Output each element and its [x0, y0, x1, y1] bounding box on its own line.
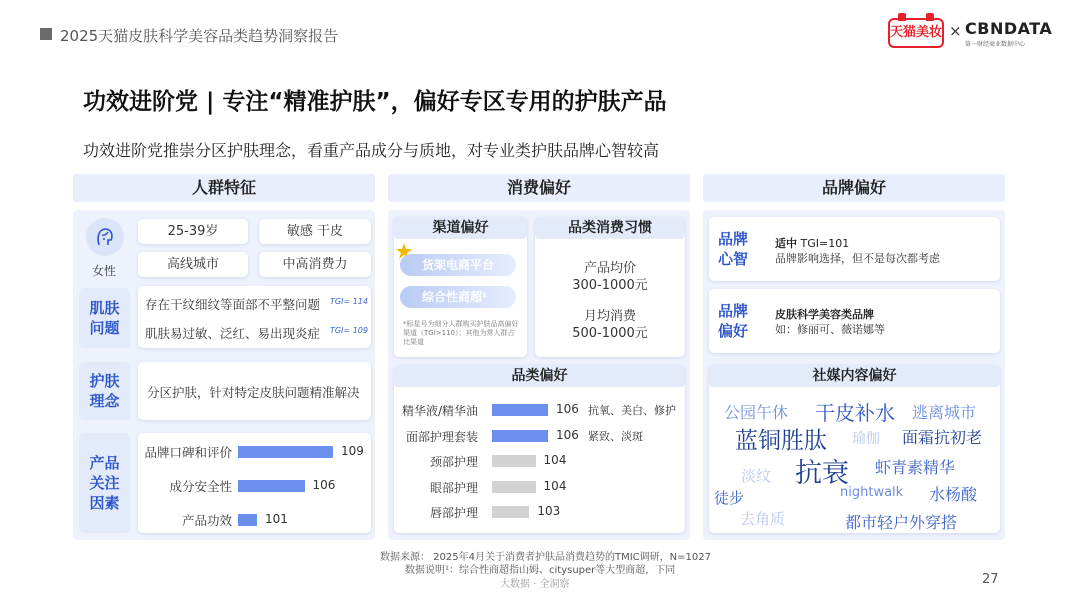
report-title: 2025天猫皮肤科学美容品类趋势洞察报告 [60, 27, 339, 45]
crowd-column-header: 人群特征 [73, 174, 375, 202]
word-cloud-term: 徒步 [714, 489, 745, 507]
channel-pill-1: 货架电商平台 [400, 254, 516, 276]
word-cloud-term: 干皮补水 [815, 401, 895, 425]
cbndata-subtitle: 第一财经商业数据中心 [965, 41, 1026, 48]
female-avatar-icon [86, 218, 124, 256]
brand-mind-label: 品牌 心智 [717, 230, 748, 268]
tag-skin-type: 敏感 干皮 [259, 219, 371, 244]
footer-note: 数据说明¹：综合性商超指山姆、citysuper等大型商超，下同 [405, 565, 676, 576]
header-square-icon [40, 28, 52, 40]
brand-pref-title: 皮肤科学美容类品牌 [775, 308, 874, 321]
factor-label: 产品功效 [181, 513, 232, 528]
word-cloud-term: 虾青素精华 [875, 458, 956, 477]
brand-mind-text: 品牌影响选择，但不是每次都考虑 [775, 252, 940, 265]
times-icon: × [949, 22, 962, 40]
word-cloud-term: 公园午休 [724, 403, 789, 422]
word-cloud-term: 面霜抗初老 [902, 428, 983, 447]
word-cloud-term: 逃离城市 [912, 403, 977, 422]
footer-brand: 大数据 · 全洞察 [500, 579, 570, 590]
word-cloud-term: 都市轻户外穿搭 [845, 513, 958, 532]
factors-label: 产品 关注 因素 [79, 433, 130, 533]
category-label: 颈部护理 [429, 455, 478, 469]
concept-text: 分区护肤，针对特定皮肤问题精准解决 [147, 385, 360, 400]
factor-label: 成分安全性 [169, 479, 232, 494]
brand-pref-label: 品牌 偏好 [717, 302, 748, 340]
brand-mind-tgi: TGI=101 [800, 237, 850, 250]
brand-column-header: 品牌偏好 [703, 174, 1005, 202]
channel-header: 渠道偏好 [394, 217, 527, 239]
skin-issue-2: 肌肤易过敏、泛红、易出现炎症 [145, 326, 321, 341]
category-value: 104 [543, 478, 567, 493]
factor-value: 109 [341, 444, 364, 458]
category-label: 精华液/精华油 [401, 404, 478, 418]
category-label: 面部护理套装 [405, 429, 478, 444]
channel-pill-2: 综合性商超¹ [400, 286, 516, 308]
tmall-beauty-logo: 天猫美妆 [888, 18, 944, 48]
category-note: 紧致、淡斑 [588, 429, 643, 443]
category-value: 106 [556, 427, 579, 442]
word-cloud-term: 淡纹 [741, 467, 772, 485]
page-number: 27 [982, 572, 999, 587]
category-label: 唇部护理 [429, 506, 478, 520]
category-note: 抗氧、美白、修护 [588, 404, 676, 417]
channel-note: *标星号为细分人群购买护肤品高偏好渠道（TGI>110）；其他为常人群占比渠道 [403, 320, 519, 346]
concept-label: 护肤 理念 [79, 362, 130, 420]
category-bar [492, 481, 536, 493]
tag-city: 高线城市 [138, 252, 248, 277]
word-cloud-term: 水杨酸 [929, 485, 978, 504]
tag-spending: 中高消费力 [259, 252, 371, 277]
consume-column-header: 消费偏好 [388, 174, 690, 202]
category-value: 106 [556, 402, 579, 416]
factor-bar [238, 480, 305, 492]
factor-bar [238, 446, 333, 458]
factor-value: 106 [312, 478, 336, 492]
factor-label: 品牌口碑和评价 [144, 445, 232, 460]
skin-issue-1-tgi: TGI= 114 [330, 297, 368, 306]
word-cloud-term: nightwalk [840, 485, 904, 500]
category-header: 品类偏好 [394, 365, 685, 387]
category-bar [492, 430, 548, 442]
category-bar [492, 455, 536, 467]
category-value: 103 [537, 504, 561, 518]
page-title: 功效进阶党 | 专注“精准护肤”，偏好专区专用的护肤产品 [83, 89, 667, 115]
brand-mind-title: 适中 [775, 237, 797, 250]
social-header: 社媒内容偏好 [709, 365, 1000, 387]
category-bar [492, 506, 529, 518]
avg-price-value: 300-1000元 [572, 278, 648, 293]
skin-issue-2-tgi: TGI= 109 [330, 326, 368, 335]
tag-age: 25-39岁 [138, 219, 248, 244]
monthly-label: 月均消费 [583, 309, 636, 324]
skin-issue-label: 肌肤 问题 [79, 288, 130, 348]
gender-label: 女性 [92, 264, 117, 278]
footer-source: 数据来源： 2025年4月关于消费者护肤品消费趋势的TMIC调研，N=1027 [380, 552, 711, 563]
word-cloud-term: 蓝铜胜肽 [735, 428, 827, 454]
habit-header: 品类消费习惯 [535, 217, 685, 239]
page-subtitle: 功效进阶党推崇分区护肤理念，看重产品成分与质地，对专业类护肤品牌心智较高 [83, 141, 660, 160]
category-label: 眼部护理 [429, 480, 478, 495]
word-cloud-term: 瑜伽 [852, 431, 880, 447]
cbndata-logo: CBNDATA [965, 19, 1053, 38]
avg-price-label: 产品均价 [583, 261, 636, 276]
category-value: 104 [543, 453, 567, 467]
word-cloud-term: 抗衰 [795, 458, 849, 489]
word-cloud-term: 去角质 [740, 510, 786, 528]
factor-value: 101 [265, 512, 288, 526]
category-bar [492, 404, 548, 416]
brand-pref-text: 如：修丽可、薇诺娜等 [775, 323, 885, 336]
factor-bar [238, 514, 257, 526]
monthly-value: 500-1000元 [572, 326, 648, 341]
skin-issue-1: 存在干纹细纹等面部不平整问题 [145, 297, 321, 312]
